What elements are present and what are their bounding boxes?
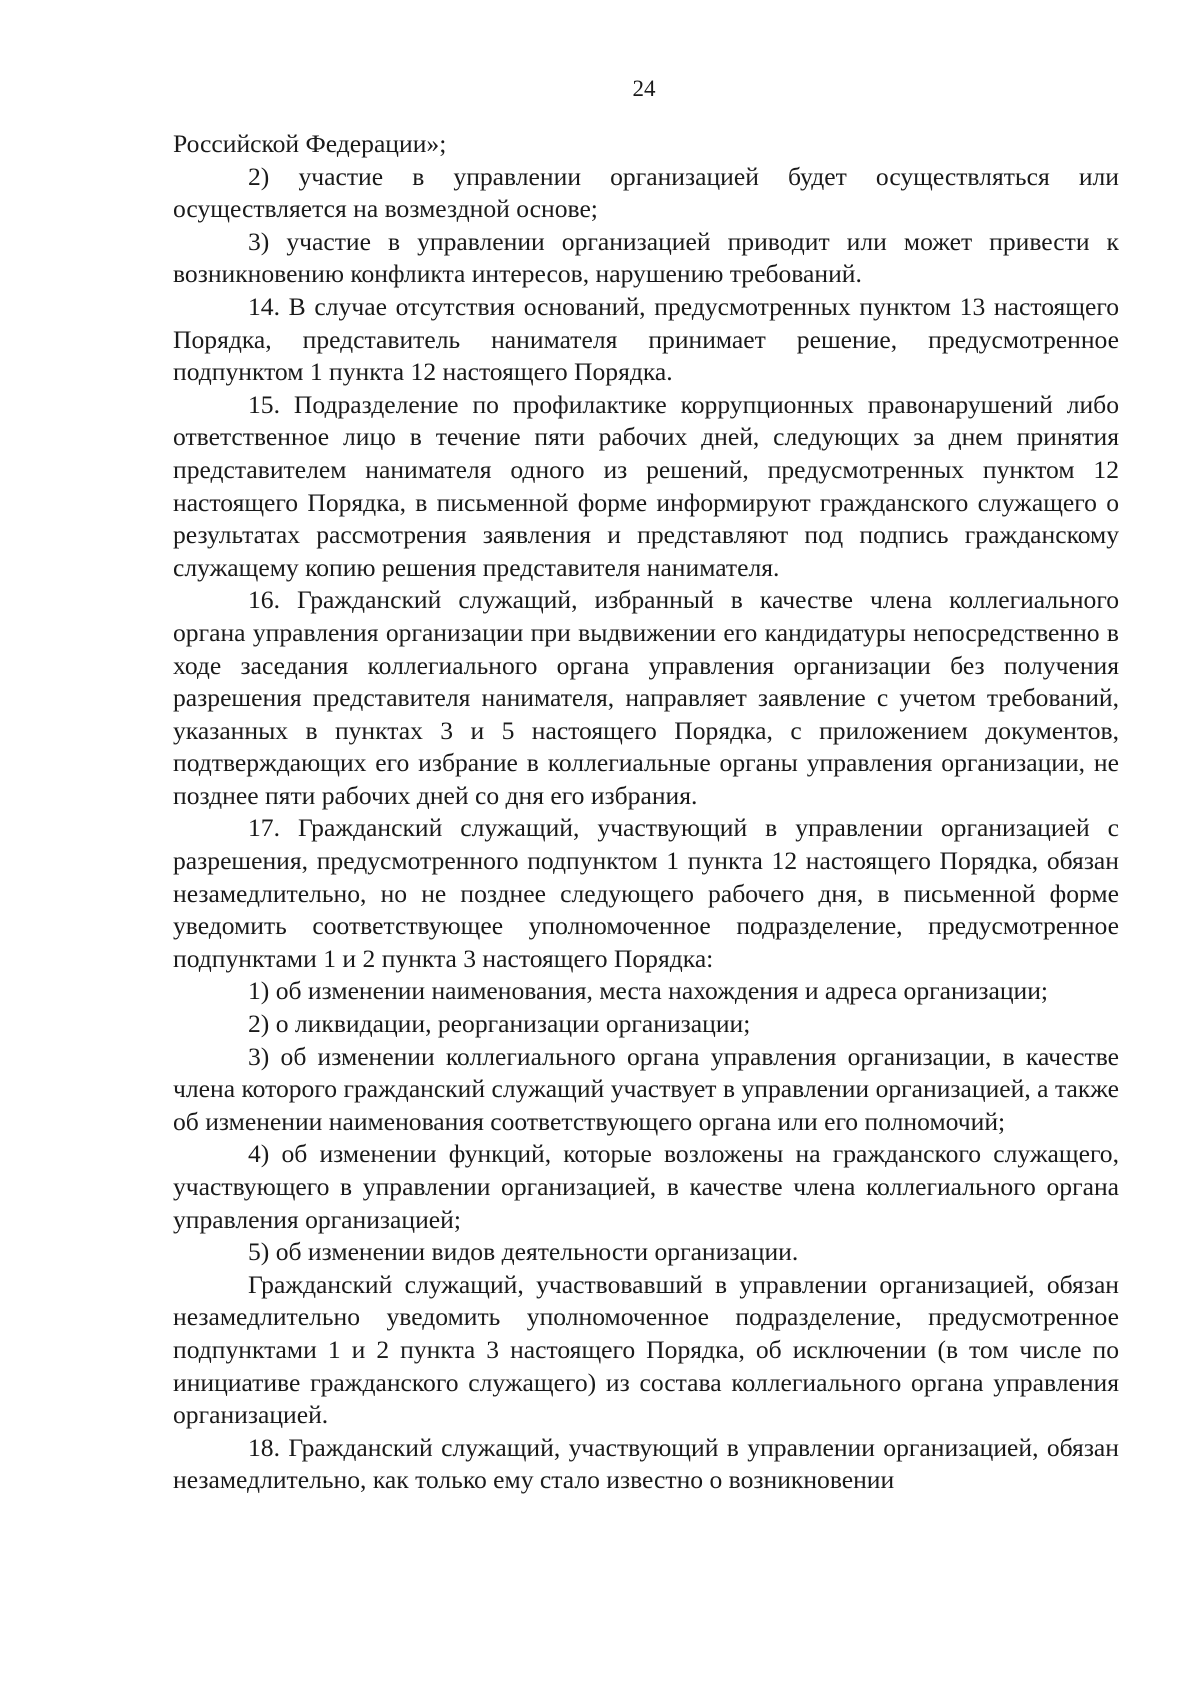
paragraph-clause-14: 14. В случае отсутствия оснований, предусмотренных пунктом 13 настоящего Порядка, представитель нанимателя принимает решение, предусмотренное подпунктом 1 пункта 12 настоящего Порядка. bbox=[173, 291, 1119, 387]
paragraph-clause-15: 15. Подразделение по профилактике коррупционных правонарушений либо ответственное лицо в течение пяти рабочих дней, следующих за днем принятия представителем нанимателя одного из решений, предусмотренных пунктом 12 настоящего Порядка, в письменной форме информируют гражданского служащего о результатах рассмотрения заявления и представляют под подпись гражданскому служащему копию решения представителя нанимателя. bbox=[173, 389, 1119, 582]
paragraph-clause-17-item-1: 1) об изменении наименования, места нахождения и адреса организации; bbox=[248, 976, 1049, 1006]
document-body bbox=[173, 128, 1119, 1497]
paragraph-subitem-3: 3) участие в управлении организацией приводит или может привести к возникновению конфликта интересов, нарушению требований. bbox=[173, 226, 1119, 289]
paragraph-subitem-2: 2) участие в управлении организацией будет осуществляться или осуществляется на возмездной основе; bbox=[173, 161, 1119, 224]
paragraph-continuation: Российской Федерации»; bbox=[173, 129, 447, 158]
paragraph-clause-17-item-4: 4) об изменении функций, которые возложены на гражданского служащего, участвующего в управлении организацией, в качестве члена коллегиального органа управления организацией; bbox=[173, 1139, 1119, 1234]
paragraph-clause-17-item-3: 3) об изменении коллегиального органа управления организации, в качестве члена которого гражданский служащий участвует в управлении организацией, а также об изменении наименования соответствующего органа или его полномочий; bbox=[173, 1041, 1119, 1136]
page-number: 24 bbox=[632, 76, 656, 101]
paragraph-clause-17-exclusion: Гражданский служащий, участвовавший в управлении организацией, обязан незамедлительно уведомить уполномоченное подразделение, предусмотренное подпунктами 1 и 2 пункта 3 настоящего Порядка, об исключении (в том числе по инициативе гражданского служащего) из состава коллегиального органа управления организацией. bbox=[173, 1269, 1119, 1430]
paragraph-clause-18: 18. Гражданский служащий, участвующий в управлении организацией, обязан незамедлительно, как только ему стало известно о возникновении bbox=[173, 1432, 1119, 1495]
paragraph-clause-17-item-5: 5) об изменении видов деятельности организации. bbox=[248, 1237, 799, 1267]
paragraph-clause-17-item-2: 2) о ликвидации, реорганизации организации; bbox=[248, 1009, 751, 1039]
paragraph-clause-17: 17. Гражданский служащий, участвующий в управлении организацией с разрешения, предусмотренного подпунктом 1 пункта 12 настоящего Порядка, обязан незамедлительно, но не позднее следующего рабочего дня, в письменной форме уведомить соответствующее уполномоченное подразделение, предусмотренное подпунктами 1 и 2 пункта 3 настоящего Порядка: bbox=[173, 813, 1119, 973]
paragraph-clause-16: 16. Гражданский служащий, избранный в качестве члена коллегиального органа управления организации при выдвижении его кандидатуры непосредственно в ходе заседания коллегиального органа управления организации без получения разрешения представителя нанимателя, направляет заявление с учетом требований, указанных в пунктах 3 и 5 настоящего Порядка, с приложением документов, подтверждающих его избрание в коллегиальные органы управления организации, не позднее пяти рабочих дней со дня его избрания. bbox=[173, 585, 1119, 810]
